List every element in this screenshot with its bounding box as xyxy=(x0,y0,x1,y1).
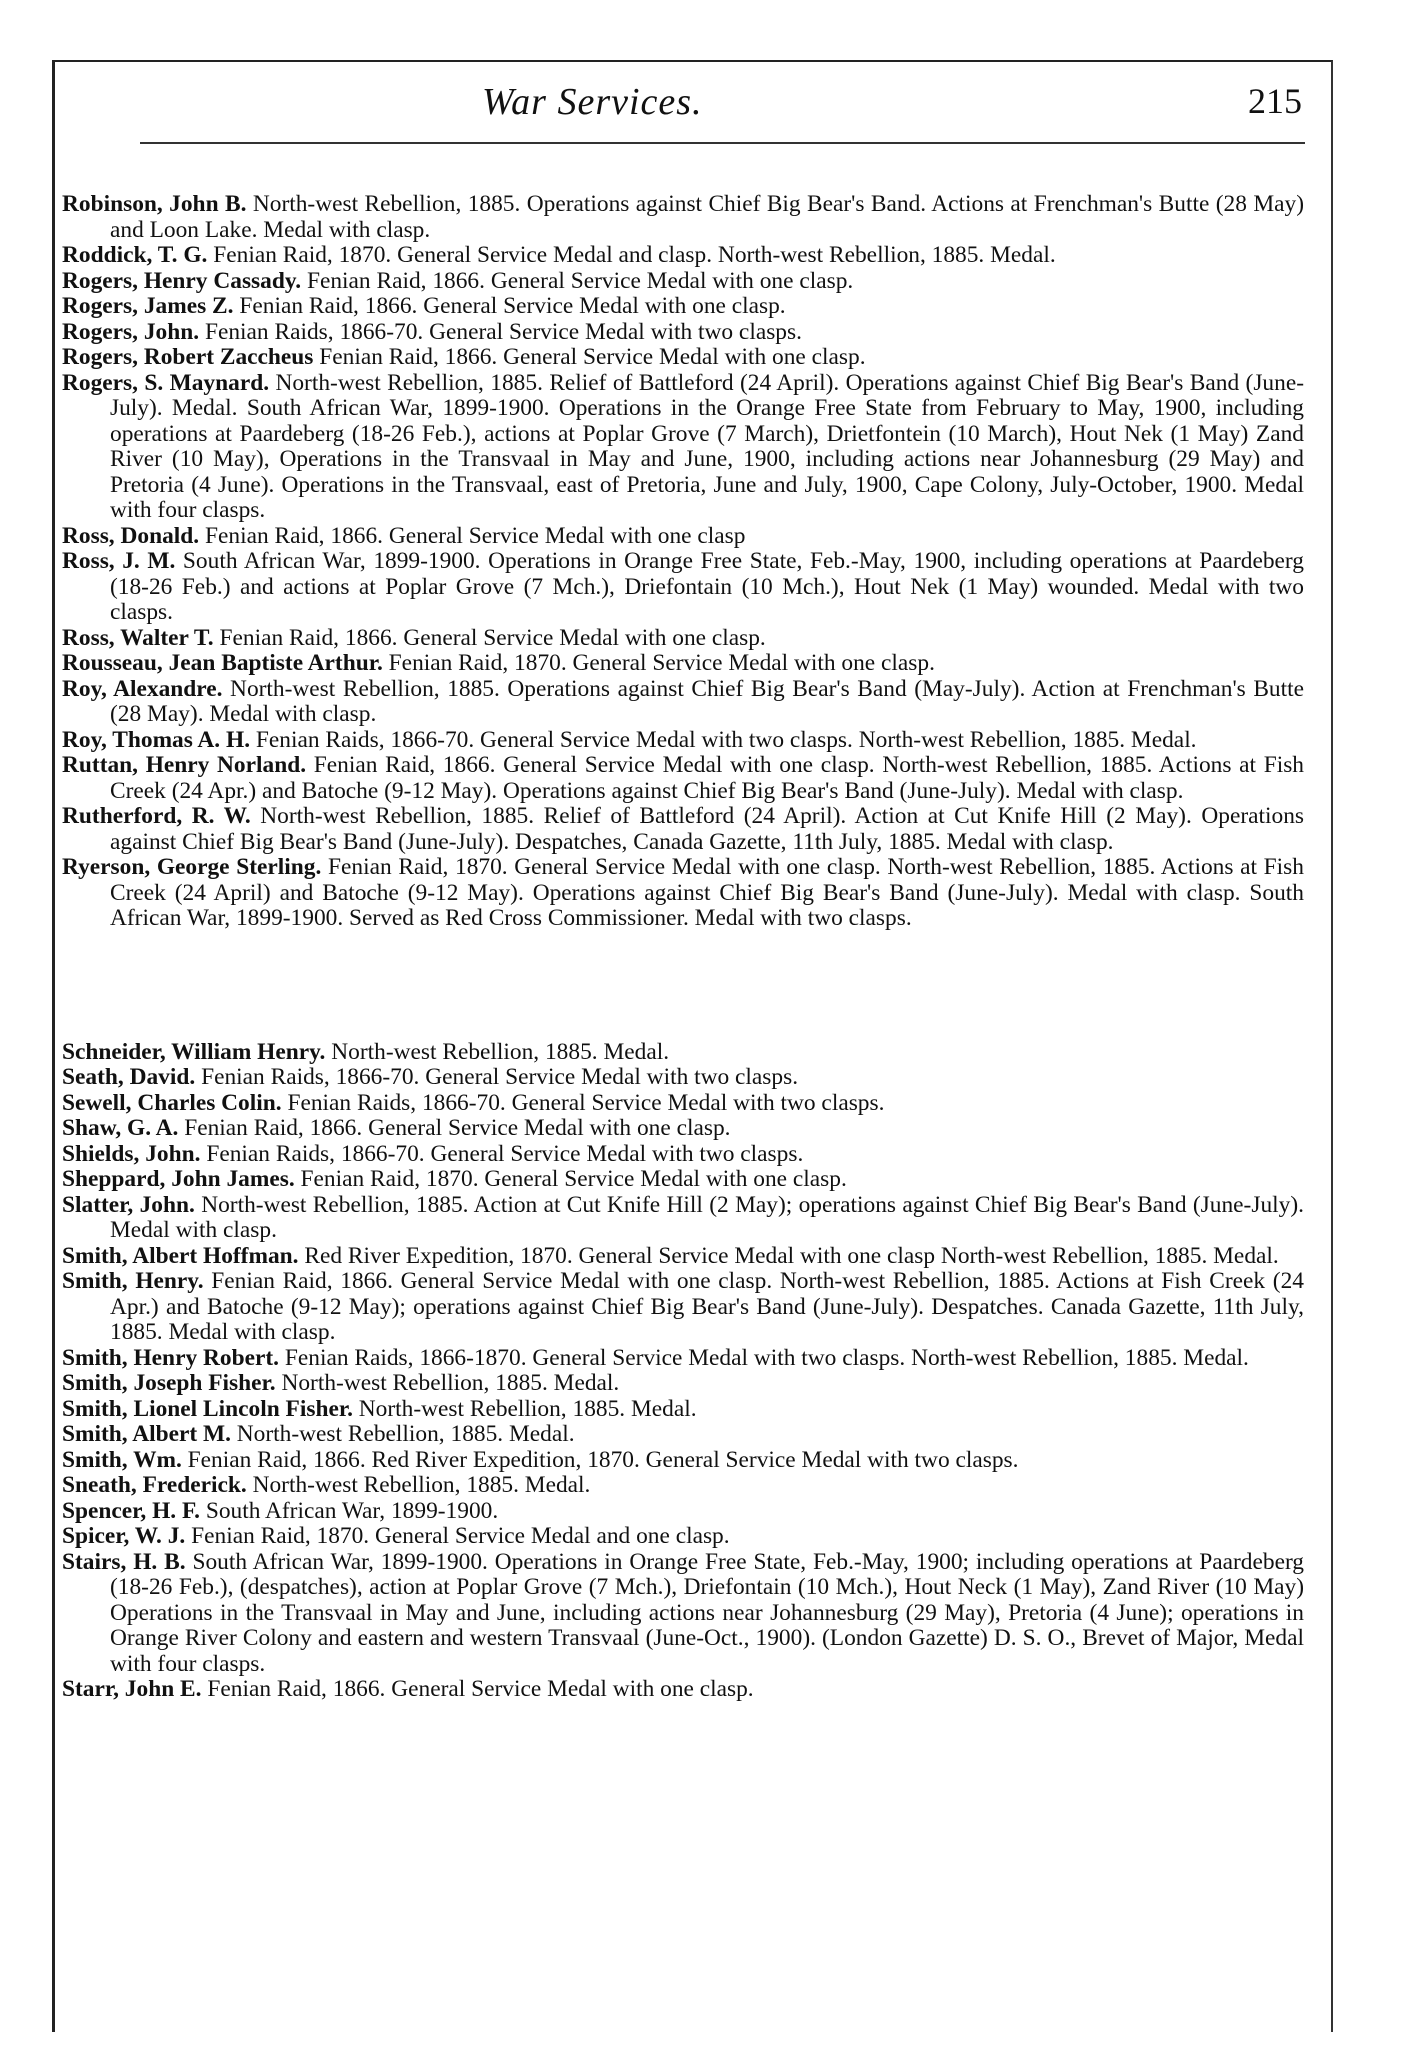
entry-record: North-west Rebellion, 1885. Medal. xyxy=(236,1421,575,1447)
war-service-entry xyxy=(62,1550,1304,1678)
entry-name: Rogers, John. xyxy=(62,318,200,345)
entry-name: Roy, Alexandre. xyxy=(62,675,223,702)
entry-record: Fenian Raid, 1870. General Service Medal with one clasp. xyxy=(300,1166,847,1192)
war-service-entry xyxy=(62,1167,1304,1193)
entry-record: Fenian Raids, 1866-70. General Service Medal with two clasps. xyxy=(287,1089,885,1116)
entry-name: Ruttan, Henry Norland. xyxy=(62,752,307,778)
entry-name: Slatter, John. xyxy=(62,1191,195,1218)
entry-record: Fenian Raid, 1866. General Service Medal with one clasp. xyxy=(207,1676,754,1702)
war-service-entry xyxy=(62,243,1304,269)
war-service-entry xyxy=(62,1371,1304,1397)
entry-record: Fenian Raid, 1866. General Service Medal with one clasp. xyxy=(319,344,866,370)
entry-record: Fenian Raid, 1870. General Service Medal and clasp. North-west Rebellion, 1885. Medal. xyxy=(213,242,1056,268)
entry-record: North-west Rebellion, 1885. Operations against Chief Big Bear's Band. Actions at Frenchman's Butte (28 May) and Loon Lake. Medal with clasp. xyxy=(110,191,1305,243)
war-service-entry xyxy=(62,269,1304,295)
entry-name: Sheppard, John James. xyxy=(62,1166,295,1192)
war-service-entry xyxy=(62,1142,1304,1168)
running-title: War Services. xyxy=(482,81,703,123)
entry-name: Smith, Lionel Lincoln Fisher. xyxy=(62,1395,353,1422)
entry-name: Robinson, John B. xyxy=(62,191,247,217)
war-service-entry xyxy=(62,1244,1304,1270)
entry-record: Fenian Raid, 1870. General Service Medal with one clasp. North-west Rebellion, 1885. Actions at Fish Creek (24 April) and Batoche (9-12 May). Operations against Chief Big Bear's Band (June-July). Medal with clasp. South African War, 1899-1900. Served as Red Cross Commissioner. Medal with two clasps. xyxy=(110,854,1304,931)
entry-name: Rousseau, Jean Baptiste Arthur. xyxy=(62,650,383,676)
entry-record: Fenian Raid, 1866. General Service Medal with one clasp. xyxy=(306,267,854,294)
entry-name: Rutherford, R. W. xyxy=(62,803,251,829)
entry-record: Fenian Raids, 1866-70. General Service Medal with two clasps. xyxy=(201,1064,799,1090)
entry-record: Fenian Raid, 1866. Red River Expedition, 1870. General Service Medal with two clasps. xyxy=(187,1446,1019,1473)
war-service-entry xyxy=(62,1448,1304,1474)
war-service-entry xyxy=(62,626,1304,652)
entries-body xyxy=(62,192,1304,1703)
entry-record: Fenian Raid, 1866. General Service Medal with one clasp. North-west Rebellion, 1885. Actions at Fish Creek (24 Apr.) and Batoche (9-12 May); operations against Chief Big Bear's Band (June-July). Despatches. Canada Gazette, 11th July, 1885. Medal with clasp. xyxy=(110,1268,1304,1345)
entry-name: Spencer, H. F. xyxy=(62,1497,200,1524)
entry-record: Fenian Raid, 1866. General Service Medal with one clasp. xyxy=(239,293,786,319)
war-service-entry xyxy=(62,1040,1304,1066)
page-header xyxy=(52,80,1302,140)
entry-record: North-west Rebellion, 1885. Medal. xyxy=(252,1472,591,1498)
entry-name: Rogers, Henry Cassady. xyxy=(62,267,302,294)
war-service-entry xyxy=(62,1422,1304,1448)
war-service-entry xyxy=(62,345,1304,371)
entry-record: Fenian Raid, 1870. General Service Medal with one clasp. xyxy=(388,650,935,676)
entry-record: North-west Rebellion, 1885. Relief of Battleford (24 April). Action at Cut Knife Hill (2 May). Operations against Chief Big Bear's Band (June-July). Despatches, Canada Gazette, 11th July, 1885. Medal with clasp. xyxy=(110,803,1304,855)
entry-name: Stairs, H. B. xyxy=(62,1548,186,1575)
entry-name: Schneider, William Henry. xyxy=(62,1038,326,1065)
war-service-entry xyxy=(62,524,1304,550)
entry-name: Ryerson, George Sterling. xyxy=(62,854,322,880)
entry-name: Seath, David. xyxy=(62,1064,196,1090)
entry-record: Fenian Raids, 1866-70. General Service Medal with two clasps. xyxy=(206,1140,804,1167)
war-service-entry xyxy=(62,1091,1304,1117)
entry-name: Spicer, W. J. xyxy=(62,1523,186,1549)
entry-record: North-west Rebellion, 1885. Operations against Chief Big Bear's Band (May-July). Action at Frenchman's Butte (28 May). Medal with clasp. xyxy=(110,675,1304,727)
entry-record: North-west Rebellion, 1885. Action at Cut Knife Hill (2 May); operations against Chief Big Bear's Band (June-July). Medal with clasp. xyxy=(110,1191,1304,1243)
section-r-entries xyxy=(62,192,1304,932)
entry-record: Red River Expedition, 1870. General Service Medal with one clasp North-west Rebellion, 1885. Medal. xyxy=(304,1242,1279,1269)
entry-name: Shaw, G. A. xyxy=(62,1115,179,1141)
entry-name: Shields, John. xyxy=(62,1140,201,1167)
entry-record: South African War, 1899-1900. xyxy=(205,1497,499,1524)
entry-name: Smith, Albert Hoffman. xyxy=(62,1242,299,1269)
entry-record: Fenian Raids, 1866-70. General Service Medal with two clasps. xyxy=(204,318,802,345)
entry-name: Smith, Joseph Fisher. xyxy=(62,1370,276,1396)
war-service-entry xyxy=(62,753,1304,804)
war-service-entry xyxy=(62,192,1304,243)
entry-name: Roddick, T. G. xyxy=(62,242,208,268)
entry-record: Fenian Raids, 1866-1870. General Service Medal with two clasps. North-west Rebellion, 1885. Medal. xyxy=(284,1344,1249,1371)
entry-record: North-west Rebellion, 1885. Relief of Battleford (24 April). Operations against Chief Big Bear's Band (June-July). Medal. South African War, 1899-1900. Operations in the Orange Free State from February to May, 1900, including operations at Paardeberg (18-26 Feb.), actions at Poplar Grove (7 March), Drietfontein (10 March), Hout Nek (1 May) Zand River (10 May), Operations in the Transvaal in May and June, 1900, including actions near Johannesburg (29 May) and Pretoria (4 June). Operations in the Transvaal, east of Pretoria, June and July, 1900, Cape Colony, July-October, 1900. Medal with four clasps. xyxy=(110,369,1304,523)
war-service-entry xyxy=(62,855,1304,932)
war-service-entry xyxy=(62,371,1304,524)
war-service-entry xyxy=(62,1473,1304,1499)
war-service-entry xyxy=(62,1499,1304,1525)
entry-record: Fenian Raids, 1866-70. General Service Medal with two clasps. North-west Rebellion, 1885. Medal. xyxy=(255,726,1197,753)
section-gap xyxy=(62,932,1304,1040)
war-service-entry xyxy=(62,1116,1304,1142)
entry-record: Fenian Raid, 1870. General Service Medal and one clasp. xyxy=(191,1523,730,1549)
entry-record: North-west Rebellion, 1885. Medal. xyxy=(358,1395,697,1422)
page-number: 215 xyxy=(1248,81,1302,121)
war-service-entry xyxy=(62,320,1304,346)
war-service-entry xyxy=(62,1677,1304,1703)
entry-record: Fenian Raid, 1866. General Service Medal with one clasp. North-west Rebellion, 1885. Actions at Fish Creek (24 Apr.) and Batoche (9-12 May). Operations against Chief Big Bear's Band (June-July). Medal with clasp. xyxy=(110,752,1305,804)
entry-record: Fenian Raid, 1866. General Service Medal with one clasp. xyxy=(184,1115,731,1141)
war-service-entry xyxy=(62,1397,1304,1423)
entry-name: Smith, Wm. xyxy=(62,1446,182,1473)
war-service-entry xyxy=(62,1524,1304,1550)
entry-name: Smith, Albert M. xyxy=(62,1421,231,1447)
entry-record: North-west Rebellion, 1885. Medal. xyxy=(331,1038,670,1065)
entry-record: North-west Rebellion, 1885. Medal. xyxy=(281,1370,620,1396)
entry-name: Ross, Donald. xyxy=(62,522,200,549)
war-service-entry xyxy=(62,728,1304,754)
entry-name: Starr, John E. xyxy=(62,1676,202,1702)
war-service-entry xyxy=(62,651,1304,677)
war-service-entry xyxy=(62,1346,1304,1372)
entry-name: Ross, J. M. xyxy=(62,548,176,574)
entry-record: Fenian Raid, 1866. General Service Medal with one clasp. xyxy=(219,624,766,651)
entry-name: Roy, Thomas A. H. xyxy=(62,726,251,753)
war-service-entry xyxy=(62,804,1304,855)
entry-name: Rogers, S. Maynard. xyxy=(62,369,270,396)
entry-name: Sewell, Charles Colin. xyxy=(62,1089,282,1116)
war-service-entry xyxy=(62,549,1304,626)
war-service-entry xyxy=(62,677,1304,728)
section-s-entries xyxy=(62,1040,1304,1703)
entry-record: South African War, 1899-1900. Operations in Orange Free State, Feb.-May, 1900, including operations at Paardeberg (18-26 Feb.) and actions at Poplar Grove (7 Mch.), Driefontain (10 Mch.), Hout Nek (1 May) wounded. Medal with two clasps. xyxy=(110,548,1304,625)
entry-name: Ross, Walter T. xyxy=(62,624,214,651)
war-service-entry xyxy=(62,1269,1304,1346)
entry-name: Smith, Henry. xyxy=(62,1268,204,1294)
entry-name: Rogers, Robert Zaccheus xyxy=(62,344,314,370)
entry-record: South African War, 1899-1900. Operations in Orange Free State, Feb.-May, 1900; including operations at Paardeberg (18-26 Feb.), (despatches), action at Poplar Grove (7 Mch.), Driefontain (10 Mch.), Hout Neck (1 May), Zand River (10 May) Operations in the Transvaal in May and June, including actions near Johannesburg (29 May), Pretoria (4 June); operations in Orange River Colony and eastern and western Transvaal (June-Oct., 1900). (London Gazette) D. S. O., Brevet of Major, Medal with four clasps. xyxy=(110,1548,1305,1677)
entry-name: Rogers, James Z. xyxy=(62,293,234,319)
entry-record: Fenian Raid, 1866. General Service Medal with one clasp xyxy=(205,522,746,549)
war-service-entry xyxy=(62,1193,1304,1244)
entry-name: Sneath, Frederick. xyxy=(62,1472,247,1498)
entry-name: Smith, Henry Robert. xyxy=(62,1344,279,1371)
war-service-entry xyxy=(62,1065,1304,1091)
header-rule xyxy=(140,142,1305,144)
war-service-entry xyxy=(62,294,1304,320)
